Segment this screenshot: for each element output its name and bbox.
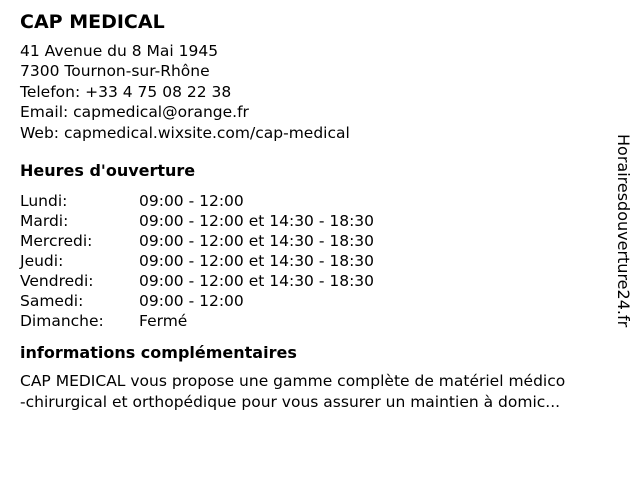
- info-line-1: CAP MEDICAL vous propose une gamme complète de matériel médico: [20, 372, 566, 391]
- time-value: 09:00 - 12:00 et 14:30 - 18:30: [139, 272, 375, 291]
- address-line-2: 7300 Tournon-sur-Rhône: [20, 62, 210, 81]
- time-value: 09:00 - 12:00: [139, 292, 244, 311]
- hours-row-monday: [20, 191, 620, 211]
- watermark-text: Horairesdouverture24.fr: [614, 134, 633, 328]
- web-line: Web: capmedical.wixsite.com/cap-medical: [20, 123, 350, 142]
- opening-hours-heading: Heures d'ouverture: [20, 161, 196, 181]
- hours-row-sunday: [20, 311, 620, 331]
- hours-row-wednesday: [20, 231, 620, 251]
- day-label: Dimanche:: [20, 312, 104, 331]
- address-line-1: 41 Avenue du 8 Mai 1945: [20, 42, 219, 60]
- day-label: Vendredi:: [20, 272, 94, 291]
- day-label: Samedi:: [20, 292, 84, 311]
- hours-row-saturday: [20, 291, 620, 311]
- hours-row-friday: [20, 271, 620, 291]
- additional-info-heading: informations complémentaires: [20, 343, 297, 363]
- contact-block: [20, 41, 620, 143]
- email-line: Email: capmedical@orange.fr: [20, 103, 249, 122]
- day-label: Jeudi:: [20, 252, 64, 271]
- hours-row-tuesday: [20, 211, 620, 231]
- time-value: Fermé: [139, 312, 188, 331]
- site-watermark: [612, 134, 634, 344]
- time-value: 09:00 - 12:00 et 14:30 - 18:30: [139, 232, 375, 251]
- business-name: CAP MEDICAL: [20, 11, 165, 33]
- phone-line: Telefon: +33 4 75 08 22 38: [20, 82, 232, 101]
- time-value: 09:00 - 12:00: [139, 192, 244, 211]
- opening-hours-table: [20, 191, 620, 331]
- time-value: 09:00 - 12:00 et 14:30 - 18:30: [139, 252, 375, 271]
- day-label: Lundi:: [20, 192, 68, 211]
- day-label: Mardi:: [20, 212, 69, 231]
- info-line-2: -chirurgical et orthopédique pour vous assurer un maintien à domic...: [20, 392, 561, 411]
- business-card: [20, 10, 620, 412]
- hours-row-thursday: [20, 251, 620, 271]
- additional-info-text: [20, 371, 632, 412]
- time-value: 09:00 - 12:00 et 14:30 - 18:30: [139, 212, 375, 231]
- day-label: Mercredi:: [20, 232, 93, 251]
